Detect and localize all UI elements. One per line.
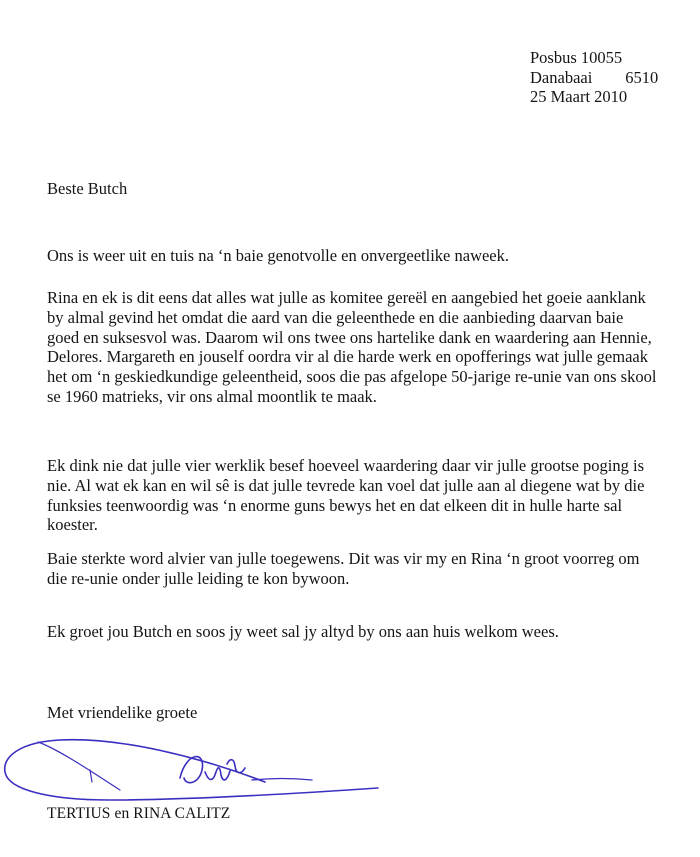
salutation: Beste Butch — [47, 179, 128, 198]
letter-date: 25 Maart 2010 — [530, 87, 628, 106]
paragraph-4: Baie sterkte word alvier van julle toegewens. Dit was vir my en Rina ‘n groot voorreg om die re-unie onder julle leiding te kon bywoon. — [47, 549, 640, 588]
paragraph-5: Ek groet jou Butch en soos jy weet sal jy altyd by ons aan huis welkom wees. — [47, 622, 559, 641]
paragraph-1: Ons is weer uit en tuis na ‘n baie genotvolle en onvergeetlike naweek. — [47, 246, 510, 265]
address-town-code: Danabaai 6510 — [530, 67, 659, 87]
closing-phrase: Met vriendelike groete — [47, 703, 198, 722]
paragraph-3: Ek dink nie dat julle vier werklik besef hoeveel waardering daar vir julle grootse poging is nie. Al wat ek kan en wil sê is dat julle tevrede kan voel dat julle aan al diegene wat by die funksies teenwoordig was ‘n enorme guns bewys het en dat elkeen dit in hulle harte sal koester. — [47, 456, 645, 535]
paragraph-2: Rina en ek is dit eens dat alles wat julle as komitee gereël en aangebied het goeie aanklank by almal gevind het omdat die aard van die geleenthede en die aanbieding daarvan baie goed en suksesvol was. Daarom wil ons twee ons hartelike dank en waardering aan Hennie, Delores. Margareth en jouself oordra vir al die harde werk en opofferings wat julle gemaak het om ‘n geskiedkundige geleentheid, soos die pas afgelope 50-jarige re-unie van ons skool se 1960 matrieks, vir ons almal moontlik te maak. — [47, 288, 657, 406]
address-po-box: Posbus 10055 — [530, 48, 623, 67]
sender-address — [530, 48, 658, 107]
signer-name: TERTIUS en RINA CALITZ — [47, 805, 231, 822]
